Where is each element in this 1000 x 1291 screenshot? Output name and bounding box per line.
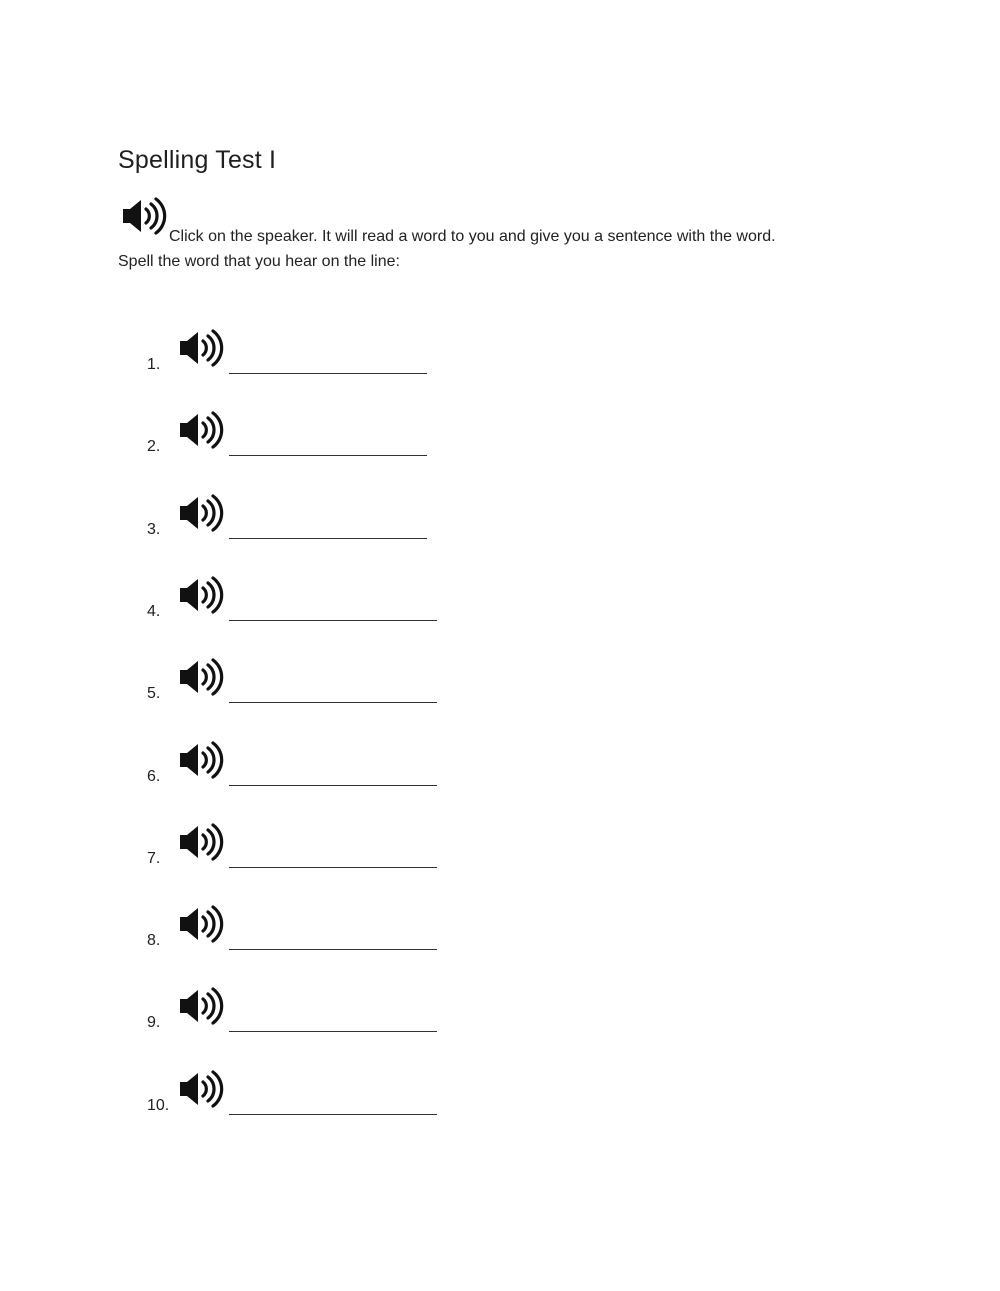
speaker-icon[interactable] (178, 740, 224, 780)
instructions-line-2: Spell the word that you hear on the line: (118, 253, 400, 270)
speaker-icon[interactable] (178, 575, 224, 615)
speaker-icon[interactable] (178, 410, 224, 450)
answer-input[interactable] (229, 762, 437, 786)
item-number: 4. (147, 603, 161, 620)
item-number: 10. (147, 1097, 170, 1114)
spelling-item (0, 575, 1000, 635)
spelling-item (0, 328, 1000, 388)
speaker-icon[interactable] (178, 493, 224, 533)
spelling-item (0, 1069, 1000, 1129)
item-number: 7. (147, 850, 161, 867)
speaker-icon[interactable] (178, 657, 224, 697)
spelling-item (0, 986, 1000, 1046)
answer-input[interactable] (229, 844, 437, 868)
answer-input[interactable] (229, 432, 427, 456)
answer-input[interactable] (229, 597, 437, 621)
speaker-icon[interactable] (178, 986, 224, 1026)
answer-input[interactable] (229, 350, 427, 374)
speaker-icon[interactable] (121, 196, 167, 236)
speaker-icon[interactable] (178, 822, 224, 862)
answer-input[interactable] (229, 926, 437, 950)
item-number: 6. (147, 768, 161, 785)
spelling-item (0, 657, 1000, 717)
spelling-item (0, 410, 1000, 470)
item-number: 1. (147, 356, 161, 373)
speaker-icon[interactable] (178, 328, 224, 368)
spelling-item (0, 904, 1000, 964)
item-number: 9. (147, 1014, 161, 1031)
answer-input[interactable] (229, 1091, 437, 1115)
speaker-icon[interactable] (178, 1069, 224, 1109)
spelling-item (0, 740, 1000, 800)
item-number: 5. (147, 685, 161, 702)
instructions-line-1: Click on the speaker. It will read a word to you and give you a sentence with the word. (169, 228, 776, 245)
speaker-icon[interactable] (178, 904, 224, 944)
answer-input[interactable] (229, 1008, 437, 1032)
item-number: 2. (147, 438, 161, 455)
spelling-item (0, 493, 1000, 553)
answer-input[interactable] (229, 679, 437, 703)
page-title: Spelling Test I (118, 146, 277, 174)
answer-input[interactable] (229, 515, 427, 539)
spelling-item (0, 822, 1000, 882)
item-number: 3. (147, 521, 161, 538)
item-number: 8. (147, 932, 161, 949)
